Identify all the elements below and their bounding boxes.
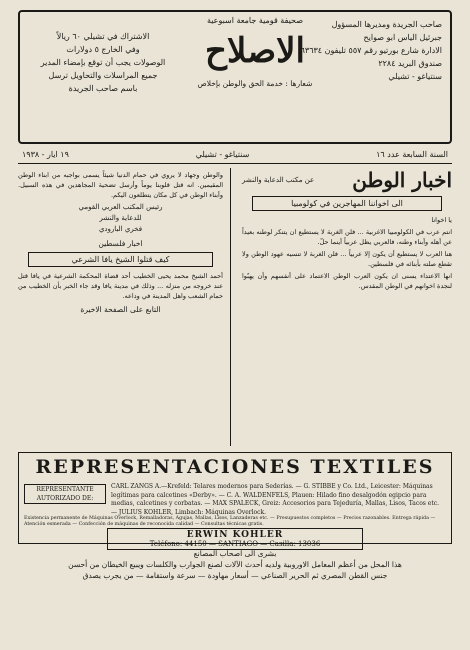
column-rule [230,168,231,446]
ad-agents: CARL ZANGS A.—Krefeld: Telares modernos para Sederías. — G. STIBBE y Co. Ltd., Leicester: Máquinas legítimas para calcetines «Derby». — C. A. WALDENFELS, Plauen: Hilado fino desalgodón egipcio para medias, calcetines y corbatas. — MAX SPALECK, Greiz: Accesorios para Tejeduría, Mallas, Lisos, Tacos etc. — JULIUS KOHLER, Limbach: Máquinas Overlock. [111,483,440,516]
ad-company-box [107,528,363,550]
ad-small-print: Existencia permanente de Máquinas Overlock, Remalladoras, Agujas, Mallas, Lisos, Lanzaderas etc. — Presupuestos completos — Precios razonables. Entrega rápida — Atención esmerada — Confección de máquinas de reconocida calidad — Consultas técnicas gratis. [24,516,436,527]
publisher-line: سنتياغو - تشيلي [388,72,442,81]
news-headline: اخبار الوطن [352,168,452,192]
footer-ad [18,548,452,581]
article-body [18,168,452,446]
issue-number: السنة السابعة عدد ١٦ [376,150,448,159]
section-paragraph: أحمد الشيخ محمد يحيى الخطيب أحد قضاة المحكمة الشرعية في يافا قتل عند خروجه من منزله ... وذلك في مدينة يافا وقد جاء الخبر بأن الخطيب من حمام الشعب واهل المدينة في وداعه. [18,272,223,300]
news-subhead: الى اخواننا المهاجرين في كولومبيا [252,196,442,211]
middle-paragraph: والوطن وجهاد لا يروي في حمام الدنيا شيئاً يسمى بواجبه من ابناء الوطن المقيمين. انه قتل قلوبنا يوماً وأرسل تضحية المجاهدين في هذه السبيل. وأبناء الوطن في كل مكان يتطلعون اليكم. [18,171,223,199]
ad-phone-line: Teléfono: 44150 — SANTIAGO — Casilla: 13036 [149,540,321,548]
news-source: عن مكتب الدعاية والنشر [242,176,315,184]
publisher-line: الادارة شارع بورتيو رقم ٥٥٧ تليفون ٦٣٦٣٤ [300,46,442,55]
masthead-slogan: شعارها : خدمة الحق والوطن بإخلاص [197,79,313,88]
ad-rep-label: REPRESENTANTE AUTORIZADO DE: [24,484,106,504]
subscription-info [28,30,178,95]
publisher-line: صندوق البريد ٢٢٨٤ [378,59,442,68]
signature-line: رئيس المكتب العربي القومي [78,203,163,211]
signature-line: للدعاية والنشر [99,214,142,222]
salutation: يا اخوانا [431,216,452,224]
ad-company-name: ERWIN KOHLER [186,530,284,540]
subscription-line: باسم صاحب الجريدة [68,84,138,93]
publisher-line: جبرئيل الياس ابو صوايح [363,33,442,42]
subscription-line: الوصولات يجب أن توقع بإمضاء المدير [40,58,166,67]
masthead-tagline: صحيفة قومية جامعة اسبوعية [206,16,304,25]
news-paragraph: انها الاعتداء يسنى ان يكون العرب الوطن الاعتماد على أنفسهم وأن يهبّوا لنجدة اخوانهم في الوطن المقدس. [242,272,452,290]
publisher-line: صاحب الجريدة ومديرها المسؤول [331,20,442,29]
footer-line: بشرى الى اصحاب المصانع [193,549,277,558]
footer-line: هذا المحل من أعظم المعامل الاوروبية ولديه أحدث الآلات لصنع الجوارب والكلسات ويبيع الخيطان من أحسن [68,560,402,569]
dateline-city: سنتياغو - تشيلي [195,150,250,159]
subscription-line: جميع المراسلات والتحاويل ترسل [48,71,158,80]
signature-line: فخري البارودي [98,225,143,233]
section-subhead: كيف قتلوا الشيخ يافا الشرعي [28,252,213,267]
section-title: اخبار فلسطين [98,239,143,248]
palestine-column [18,168,223,446]
subscription-line: وفي الخارج ٥ دولارات [66,45,140,54]
textile-advertisement [18,452,452,548]
masthead-title: الاصلاح [205,31,305,71]
continued-note: التابع على الصفحة الاخيرة [80,305,161,314]
dateline [18,144,452,164]
footer-line: جنس القطن المصري ثم الحرير الصناعي — أسعار مهاودة — سرعة واستقامة — من يجرب يصدق [82,571,388,580]
news-paragraph: انتم عرب في الكولومبيا الاغربية ... فلن الغربة لا يستطيع ان يتنكر لوطنه بعيداً عن أهله وأبناء وطنه، فالعربي يظل عربياً أينما حلّ. [242,228,452,246]
ad-heading: REPRESENTACIONES TEXTILES [35,456,435,478]
issue-date: ١٩ ايار - ١٩٣٨ [22,150,69,159]
masthead [18,10,452,144]
subscription-line: الاشتراك في تشيلي ٦٠ ريالاً [56,32,150,41]
signature-block [18,202,223,235]
news-paragraph: هنا العرب لا يستطيع أن يكون إلا عربياً ... فلن الغربة لا تنسيه عهود الوطن ولا تقطع صلته بأبنائه في فلسطين. [242,250,452,268]
masthead-center [180,16,330,88]
news-column [242,168,452,446]
